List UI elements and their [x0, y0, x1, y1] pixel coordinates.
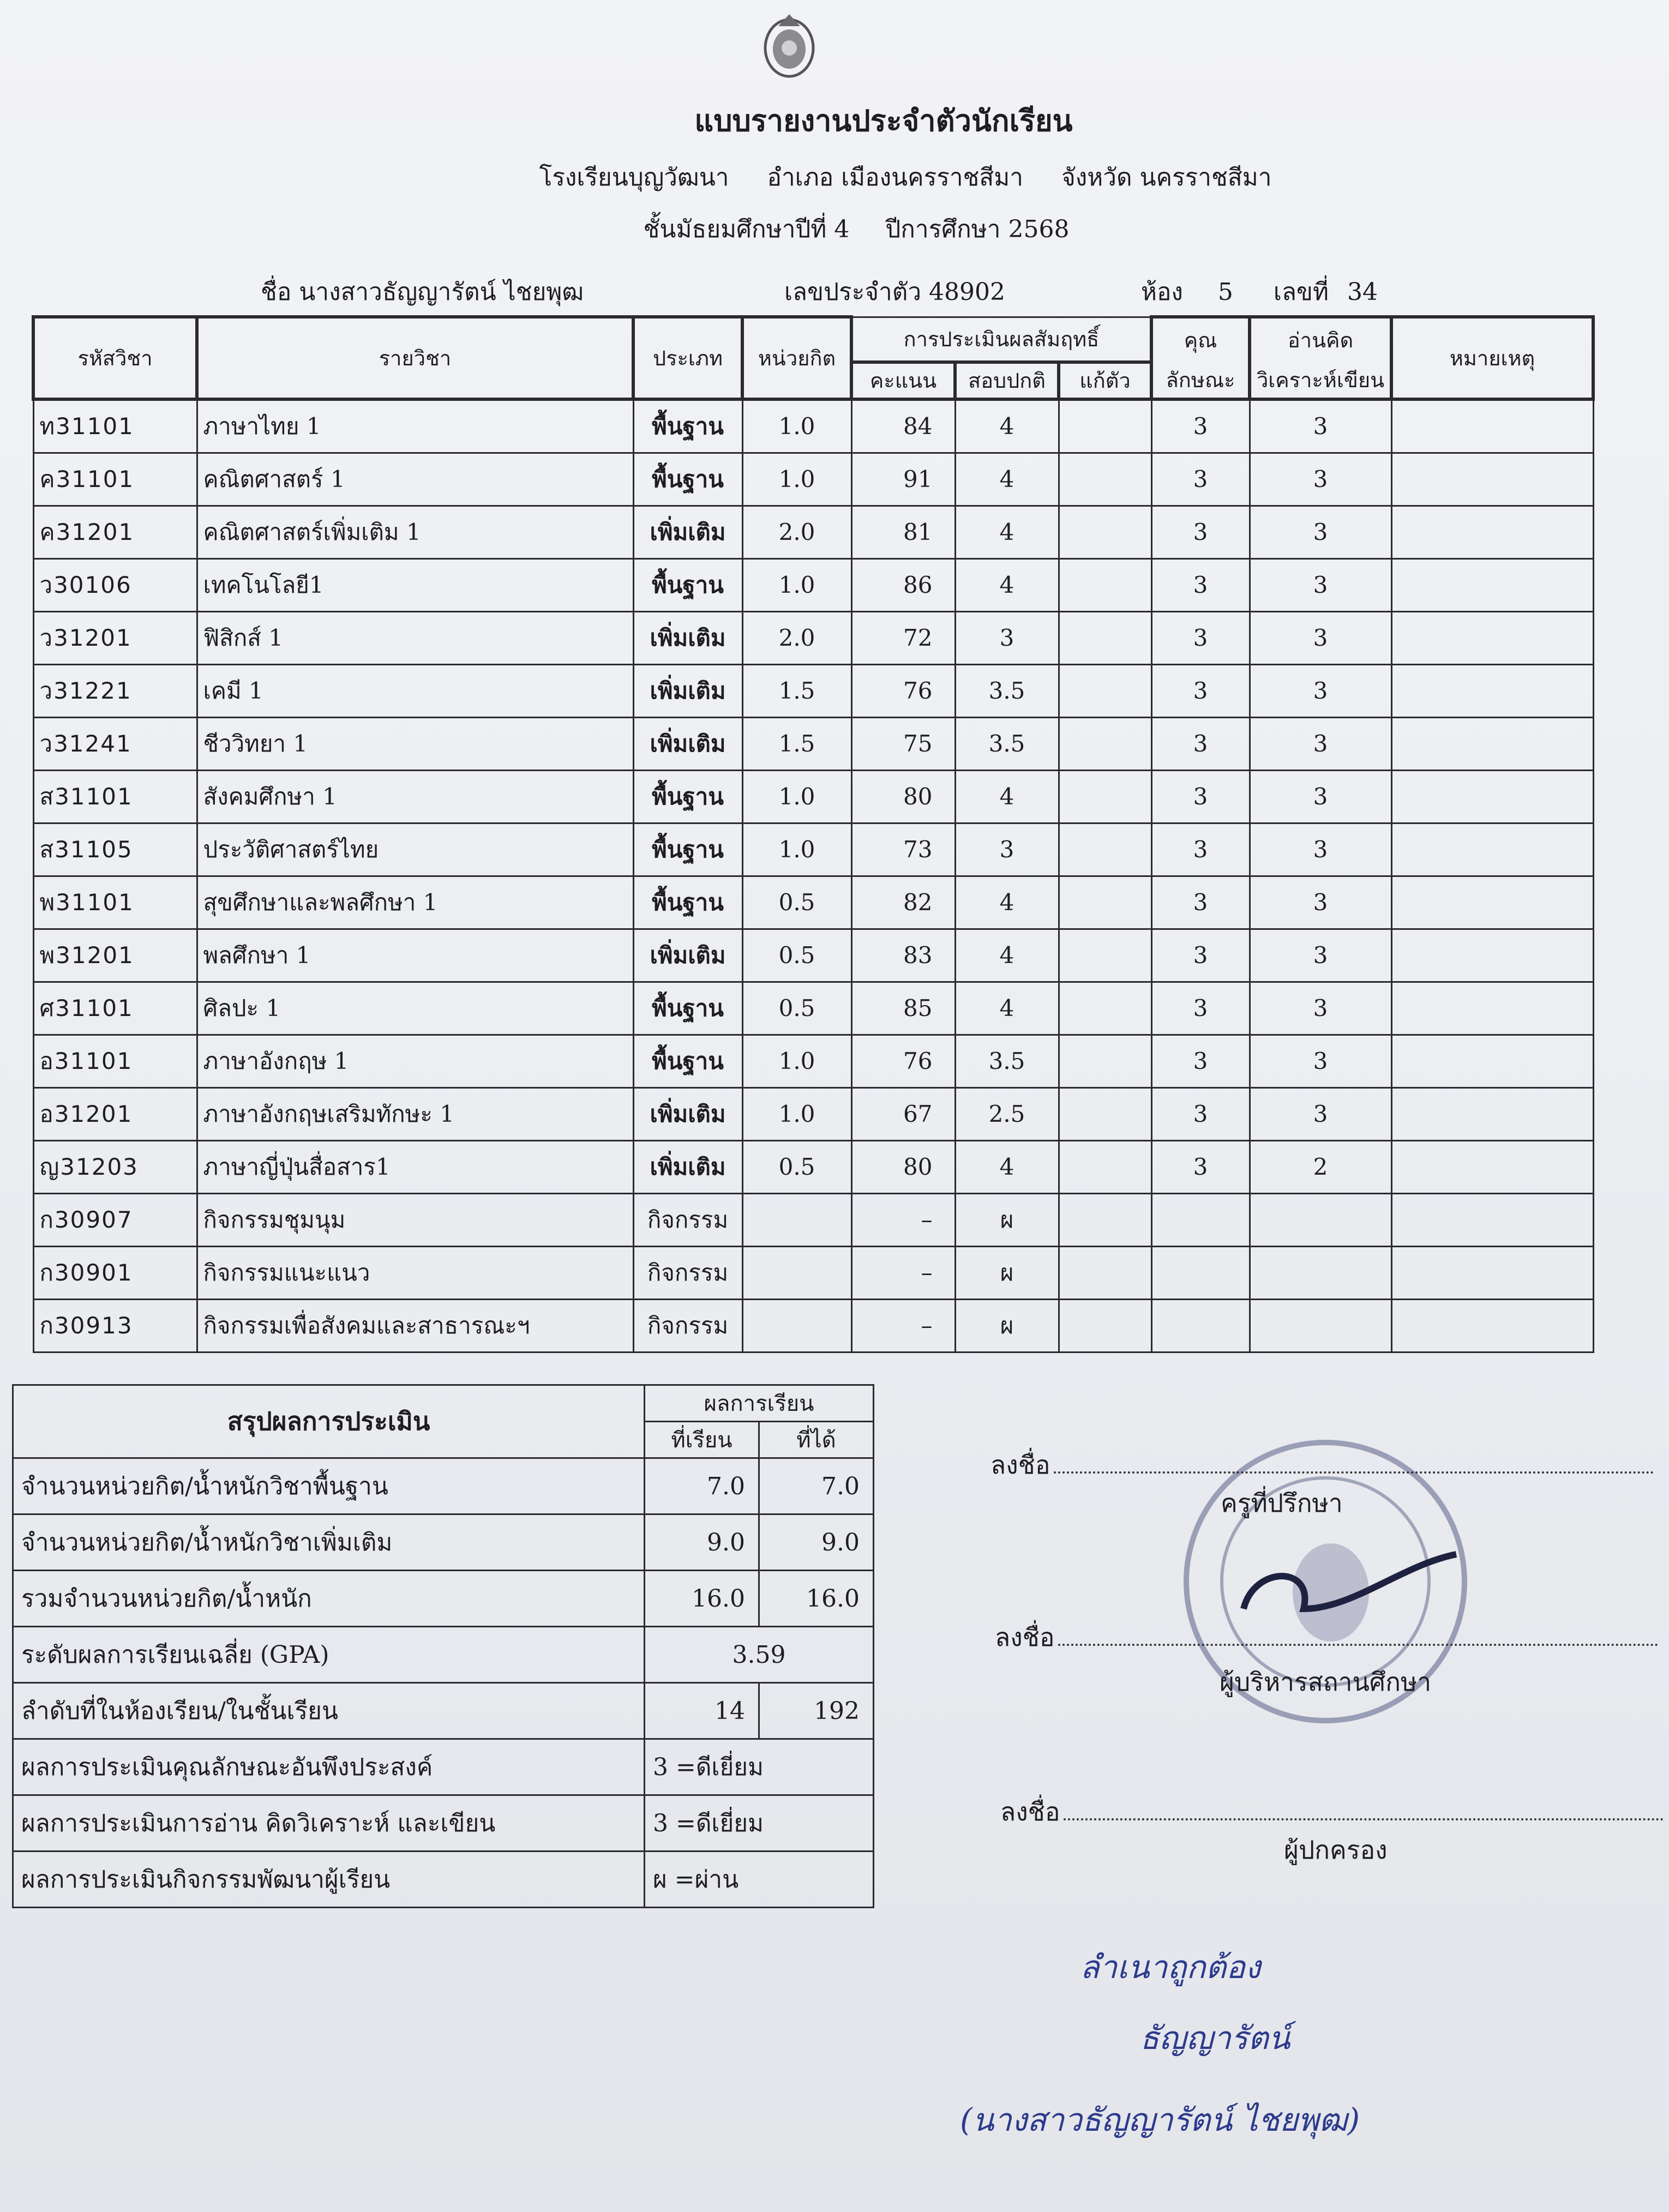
total-credit-earned: 16.0: [759, 1571, 874, 1627]
credit-value: 1.5: [742, 717, 851, 770]
subject-name: กิจกรรมแนะแนว: [197, 1246, 633, 1299]
col-character-bottom: ลักษณะ: [1151, 362, 1250, 399]
character-value: 3: [1151, 1035, 1250, 1087]
grade-row: [33, 664, 1593, 717]
total-credit-enrolled: 16.0: [645, 1571, 759, 1627]
grade-value: 4: [955, 1140, 1059, 1193]
credit-value: 1.0: [742, 453, 851, 506]
subject-name: ฟิสิกส์ 1: [197, 611, 633, 664]
remark-value: [1391, 506, 1593, 558]
score-value: 76: [851, 664, 955, 717]
credit-value: 1.0: [742, 399, 851, 453]
name-label: ชื่อ: [261, 278, 292, 306]
character-eval-value: 3 =ดีเยี่ยม: [645, 1739, 874, 1795]
rank-in-room: 14: [645, 1683, 759, 1739]
col-remark: หมายเหตุ: [1391, 317, 1593, 399]
extra-credit-enrolled: 9.0: [645, 1514, 759, 1571]
extra-credit-label: จำนวนหน่วยกิต/น้ำหนักวิชาเพิ่มเติม: [13, 1514, 645, 1571]
credit-value: 2.0: [742, 506, 851, 558]
remark-value: [1391, 664, 1593, 717]
grade-value: ผ: [955, 1299, 1059, 1352]
activity-eval-label: ผลการประเมินกิจกรรมพัฒนาผู้เรียน: [13, 1852, 645, 1908]
handwritten-signature: ธัญญารัตน์: [1140, 2019, 1290, 2057]
subject-type: พื้นฐาน: [633, 453, 742, 506]
score-value: 91: [851, 453, 955, 506]
reading-value: 3: [1250, 982, 1391, 1035]
subject-type: เพิ่มเติม: [633, 506, 742, 558]
subject-code: ว31221: [33, 664, 197, 717]
score-value: 82: [851, 876, 955, 929]
subject-code: ท31101: [33, 399, 197, 453]
reading-value: 3: [1250, 611, 1391, 664]
director-sign-line: [995, 1618, 1658, 1657]
credit-value: 0.5: [742, 876, 851, 929]
score-value: –: [851, 1246, 955, 1299]
activity-eval-value: ผ =ผ่าน: [645, 1852, 874, 1908]
col-normal-grade: สอบปกติ: [955, 362, 1059, 399]
character-value: 3: [1151, 1140, 1250, 1193]
remark-value: [1391, 823, 1593, 876]
reading-value: 3: [1250, 717, 1391, 770]
score-value: 75: [851, 717, 955, 770]
summary-table: [12, 1384, 874, 1908]
subject-type: เพิ่มเติม: [633, 929, 742, 982]
col-earned: ที่ได้: [759, 1422, 874, 1458]
summary-title: สรุปผลการประเมิน: [13, 1385, 645, 1458]
retake-value: [1059, 1193, 1151, 1246]
score-value: –: [851, 1299, 955, 1352]
score-value: 76: [851, 1035, 955, 1087]
character-value: 3: [1151, 399, 1250, 453]
subject-type: พื้นฐาน: [633, 982, 742, 1035]
reading-value: 3: [1250, 1035, 1391, 1087]
credit-value: 0.5: [742, 929, 851, 982]
subject-name: ภาษาไทย 1: [197, 399, 633, 453]
grade-value: 4: [955, 929, 1059, 982]
retake-value: [1059, 611, 1151, 664]
student-id: 48902: [929, 278, 1006, 306]
col-type: ประเภท: [633, 317, 742, 399]
grade-value: 3: [955, 611, 1059, 664]
character-value: 3: [1151, 717, 1250, 770]
col-character-top: คุณ: [1151, 317, 1250, 362]
subject-code: ก30901: [33, 1246, 197, 1299]
retake-value: [1059, 1246, 1151, 1299]
subject-type: พื้นฐาน: [633, 399, 742, 453]
character-value: [1151, 1299, 1250, 1352]
subject-name: กิจกรรมเพื่อสังคมและสาธารณะฯ: [197, 1299, 633, 1352]
character-value: 3: [1151, 611, 1250, 664]
grade-row: [33, 506, 1593, 558]
seat-label: เลขที่: [1273, 278, 1329, 306]
grade-value: 3.5: [955, 717, 1059, 770]
district: อำเภอ เมืองนครราชสีมา: [767, 164, 1023, 191]
grade-row: [33, 1087, 1593, 1140]
gpa-value: 3.59: [645, 1627, 874, 1683]
subject-type: กิจกรรม: [633, 1299, 742, 1352]
credit-value: [742, 1193, 851, 1246]
grade-value: ผ: [955, 1193, 1059, 1246]
subject-code: ว31241: [33, 717, 197, 770]
reading-value: 3: [1250, 453, 1391, 506]
subject-type: เพิ่มเติม: [633, 1087, 742, 1140]
parent-title: ผู้ปกครอง: [1284, 1835, 1388, 1865]
remark-value: [1391, 453, 1593, 506]
credit-value: 2.0: [742, 611, 851, 664]
rank-label: ลำดับที่ในห้องเรียน/ในชั้นเรียน: [13, 1683, 645, 1739]
reading-value: 3: [1250, 929, 1391, 982]
subject-name: เทคโนโลยี1: [197, 558, 633, 611]
grade-row: [33, 823, 1593, 876]
remark-value: [1391, 1087, 1593, 1140]
gpa-label: ระดับผลการเรียนเฉลี่ย (GPA): [13, 1627, 645, 1683]
grade-value: 4: [955, 453, 1059, 506]
grade-row: [33, 399, 1593, 453]
reading-value: 3: [1250, 664, 1391, 717]
grade-row: [33, 1140, 1593, 1193]
remark-value: [1391, 1299, 1593, 1352]
subject-name: ภาษาอังกฤษ 1: [197, 1035, 633, 1087]
score-value: 83: [851, 929, 955, 982]
student-name: นางสาวธัญญารัตน์ ไชยพุฒ: [299, 278, 584, 306]
reading-eval-label: ผลการประเมินการอ่าน คิดวิเคราะห์ และเขียน: [13, 1795, 645, 1852]
retake-value: [1059, 717, 1151, 770]
remark-value: [1391, 717, 1593, 770]
character-value: 3: [1151, 506, 1250, 558]
subject-type: กิจกรรม: [633, 1246, 742, 1299]
subject-name: ภาษาอังกฤษเสริมทักษะ 1: [197, 1087, 633, 1140]
remark-value: [1391, 399, 1593, 453]
character-value: 3: [1151, 664, 1250, 717]
grade-value: ผ: [955, 1246, 1059, 1299]
handwritten-certification: ลำเนาถูกต้อง: [1080, 1949, 1261, 1986]
subject-code: ก30907: [33, 1193, 197, 1246]
grade-value: 3.5: [955, 1035, 1059, 1087]
character-value: 3: [1151, 1087, 1250, 1140]
score-value: 85: [851, 982, 955, 1035]
subject-code: ศ31101: [33, 982, 197, 1035]
subject-type: พื้นฐาน: [633, 770, 742, 823]
grade-row: [33, 982, 1593, 1035]
parent-sign-line: [1000, 1792, 1664, 1832]
school-emblem-icon: [759, 10, 819, 81]
reading-value: 3: [1250, 823, 1391, 876]
advisor-sign-label: ลงชื่อ: [990, 1450, 1050, 1480]
subject-code: พ31201: [33, 929, 197, 982]
basic-credit-enrolled: 7.0: [645, 1458, 759, 1514]
academic-year: ปีการศึกษา 2568: [885, 215, 1070, 243]
subject-type: เพิ่มเติม: [633, 1140, 742, 1193]
subject-code: ค31101: [33, 453, 197, 506]
grade-value: 4: [955, 770, 1059, 823]
grade-row: [33, 611, 1593, 664]
room-number: 5: [1217, 278, 1233, 306]
grade-row: [33, 558, 1593, 611]
grade-value: 3: [955, 823, 1059, 876]
character-eval-label: ผลการประเมินคุณลักษณะอันพึงประสงค์: [13, 1739, 645, 1795]
room-line: [1141, 273, 1378, 311]
credit-value: 1.0: [742, 1035, 851, 1087]
retake-value: [1059, 929, 1151, 982]
reading-value: 3: [1250, 558, 1391, 611]
reading-value: 3: [1250, 1087, 1391, 1140]
score-value: 84: [851, 399, 955, 453]
subject-code: ส31101: [33, 770, 197, 823]
retake-value: [1059, 558, 1151, 611]
credit-value: [742, 1246, 851, 1299]
subject-code: พ31101: [33, 876, 197, 929]
reading-value: 3: [1250, 876, 1391, 929]
credit-value: [742, 1299, 851, 1352]
handwritten-printed-name: (นางสาวธัญญารัตน์ ไชยพุฒ): [960, 2101, 1360, 2138]
credit-value: 1.0: [742, 558, 851, 611]
subject-code: ค31201: [33, 506, 197, 558]
col-credit: หน่วยกิต: [742, 317, 851, 399]
reading-value: 3: [1250, 770, 1391, 823]
score-value: –: [851, 1193, 955, 1246]
col-code: รหัสวิชา: [33, 317, 197, 399]
grade-value: 3.5: [955, 664, 1059, 717]
school-name: โรงเรียนบุญวัฒนา: [539, 164, 729, 191]
grade-value: 4: [955, 982, 1059, 1035]
remark-value: [1391, 1246, 1593, 1299]
credit-value: 1.0: [742, 823, 851, 876]
remark-value: [1391, 1035, 1593, 1087]
subject-name: เคมี 1: [197, 664, 633, 717]
grade-rows: [33, 399, 1593, 1353]
grade-value: 4: [955, 876, 1059, 929]
col-score: คะแนน: [851, 362, 955, 399]
reading-value: [1250, 1299, 1391, 1352]
subject-name: ชีววิทยา 1: [197, 717, 633, 770]
reading-value: 3: [1250, 399, 1391, 453]
retake-value: [1059, 770, 1151, 823]
reading-value: [1250, 1193, 1391, 1246]
character-value: 3: [1151, 876, 1250, 929]
grade-row: [33, 1246, 1593, 1299]
retake-value: [1059, 1140, 1151, 1193]
grade-value: 4: [955, 506, 1059, 558]
advisor-title: ครูที่ปรึกษา: [1221, 1488, 1343, 1518]
grade-value: 4: [955, 399, 1059, 453]
director-title: ผู้บริหารสถานศึกษา: [1220, 1667, 1432, 1697]
subject-type: พื้นฐาน: [633, 823, 742, 876]
remark-value: [1391, 1193, 1593, 1246]
student-id-line: [784, 273, 1005, 311]
character-value: 3: [1151, 982, 1250, 1035]
reading-eval-value: 3 =ดีเยี่ยม: [645, 1795, 874, 1852]
character-value: 3: [1151, 453, 1250, 506]
retake-value: [1059, 399, 1151, 453]
character-value: 3: [1151, 823, 1250, 876]
subject-code: อ31101: [33, 1035, 197, 1087]
seat-number: 34: [1347, 278, 1378, 306]
extra-credit-earned: 9.0: [759, 1514, 874, 1571]
score-value: 80: [851, 1140, 955, 1193]
remark-value: [1391, 611, 1593, 664]
grade-row: [33, 770, 1593, 823]
reading-value: [1250, 1246, 1391, 1299]
total-credit-label: รวมจำนวนหน่วยกิต/น้ำหนัก: [13, 1571, 645, 1627]
remark-value: [1391, 982, 1593, 1035]
grade-row: [33, 1299, 1593, 1352]
grade-row: [33, 1035, 1593, 1087]
parent-sign-label: ลงชื่อ: [1000, 1797, 1060, 1826]
score-value: 67: [851, 1087, 955, 1140]
remark-value: [1391, 770, 1593, 823]
character-value: 3: [1151, 770, 1250, 823]
credit-value: 1.0: [742, 1087, 851, 1140]
subject-name: คณิตศาสตร์เพิ่มเติม 1: [197, 506, 633, 558]
remark-value: [1391, 558, 1593, 611]
grade-value: 4: [955, 558, 1059, 611]
subject-code: ญ31203: [33, 1140, 197, 1193]
retake-value: [1059, 453, 1151, 506]
subject-code: ก30913: [33, 1299, 197, 1352]
subject-type: เพิ่มเติม: [633, 611, 742, 664]
id-label: เลขประจำตัว: [784, 278, 922, 306]
retake-value: [1059, 1087, 1151, 1140]
class-line: [0, 210, 1669, 248]
subject-name: คณิตศาสตร์ 1: [197, 453, 633, 506]
province: จังหวัด นครราชสีมา: [1061, 164, 1272, 191]
result-header: ผลการเรียน: [645, 1385, 874, 1422]
reading-value: 3: [1250, 506, 1391, 558]
col-reading-top: อ่านคิด: [1250, 317, 1391, 362]
subject-code: ว31201: [33, 611, 197, 664]
retake-value: [1059, 664, 1151, 717]
character-value: [1151, 1193, 1250, 1246]
subject-code: ว30106: [33, 558, 197, 611]
reading-value: 2: [1250, 1140, 1391, 1193]
basic-credit-earned: 7.0: [759, 1458, 874, 1514]
retake-value: [1059, 1035, 1151, 1087]
character-value: [1151, 1246, 1250, 1299]
subject-type: เพิ่มเติม: [633, 717, 742, 770]
subject-type: พื้นฐาน: [633, 1035, 742, 1087]
col-achievement: การประเมินผลสัมฤทธิ์: [851, 317, 1151, 362]
character-value: 3: [1151, 929, 1250, 982]
subject-name: สังคมศึกษา 1: [197, 770, 633, 823]
credit-value: 1.0: [742, 770, 851, 823]
col-enrolled: ที่เรียน: [645, 1422, 759, 1458]
grade-row: [33, 876, 1593, 929]
score-value: 72: [851, 611, 955, 664]
col-reading-bottom: วิเคราะห์เขียน: [1250, 362, 1391, 399]
subject-name: พลศึกษา 1: [197, 929, 633, 982]
subject-type: กิจกรรม: [633, 1193, 742, 1246]
advisor-sign-line: [990, 1445, 1654, 1485]
grade-value: 2.5: [955, 1087, 1059, 1140]
col-retake: แก้ตัว: [1059, 362, 1151, 399]
report-title: แบบรายงานประจำตัวนักเรียน: [694, 103, 1073, 138]
subject-type: พื้นฐาน: [633, 876, 742, 929]
school-line: [0, 158, 1669, 196]
subject-name: กิจกรรมชุมนุม: [197, 1193, 633, 1246]
remark-value: [1391, 1140, 1593, 1193]
grade-row: [33, 717, 1593, 770]
retake-value: [1059, 876, 1151, 929]
grade-row: [33, 1193, 1593, 1246]
grade-row: [33, 929, 1593, 982]
grades-table: [32, 315, 1595, 1353]
credit-value: 0.5: [742, 982, 851, 1035]
score-value: 86: [851, 558, 955, 611]
subject-name: ศิลปะ 1: [197, 982, 633, 1035]
score-value: 73: [851, 823, 955, 876]
col-subject: รายวิชา: [197, 317, 633, 399]
retake-value: [1059, 823, 1151, 876]
character-value: 3: [1151, 558, 1250, 611]
retake-value: [1059, 1299, 1151, 1352]
room-label: ห้อง: [1141, 278, 1183, 306]
score-value: 80: [851, 770, 955, 823]
remark-value: [1391, 876, 1593, 929]
subject-type: เพิ่มเติม: [633, 664, 742, 717]
score-value: 81: [851, 506, 955, 558]
grade-level: ชั้นมัธยมศึกษาปีที่ 4: [643, 215, 850, 243]
retake-value: [1059, 506, 1151, 558]
basic-credit-label: จำนวนหน่วยกิต/น้ำหนักวิชาพื้นฐาน: [13, 1458, 645, 1514]
retake-value: [1059, 982, 1151, 1035]
subject-name: สุขศึกษาและพลศึกษา 1: [197, 876, 633, 929]
subject-code: อ31201: [33, 1087, 197, 1140]
subject-name: ประวัติศาสตร์ไทย: [197, 823, 633, 876]
subject-type: พื้นฐาน: [633, 558, 742, 611]
subject-name: ภาษาญี่ปุ่นสื่อสาร1: [197, 1140, 633, 1193]
student-name-line: [261, 273, 584, 311]
credit-value: 1.5: [742, 664, 851, 717]
rank-in-level: 192: [759, 1683, 874, 1739]
remark-value: [1391, 929, 1593, 982]
grade-row: [33, 453, 1593, 506]
director-sign-label: ลงชื่อ: [995, 1622, 1055, 1652]
subject-code: ส31105: [33, 823, 197, 876]
credit-value: 0.5: [742, 1140, 851, 1193]
